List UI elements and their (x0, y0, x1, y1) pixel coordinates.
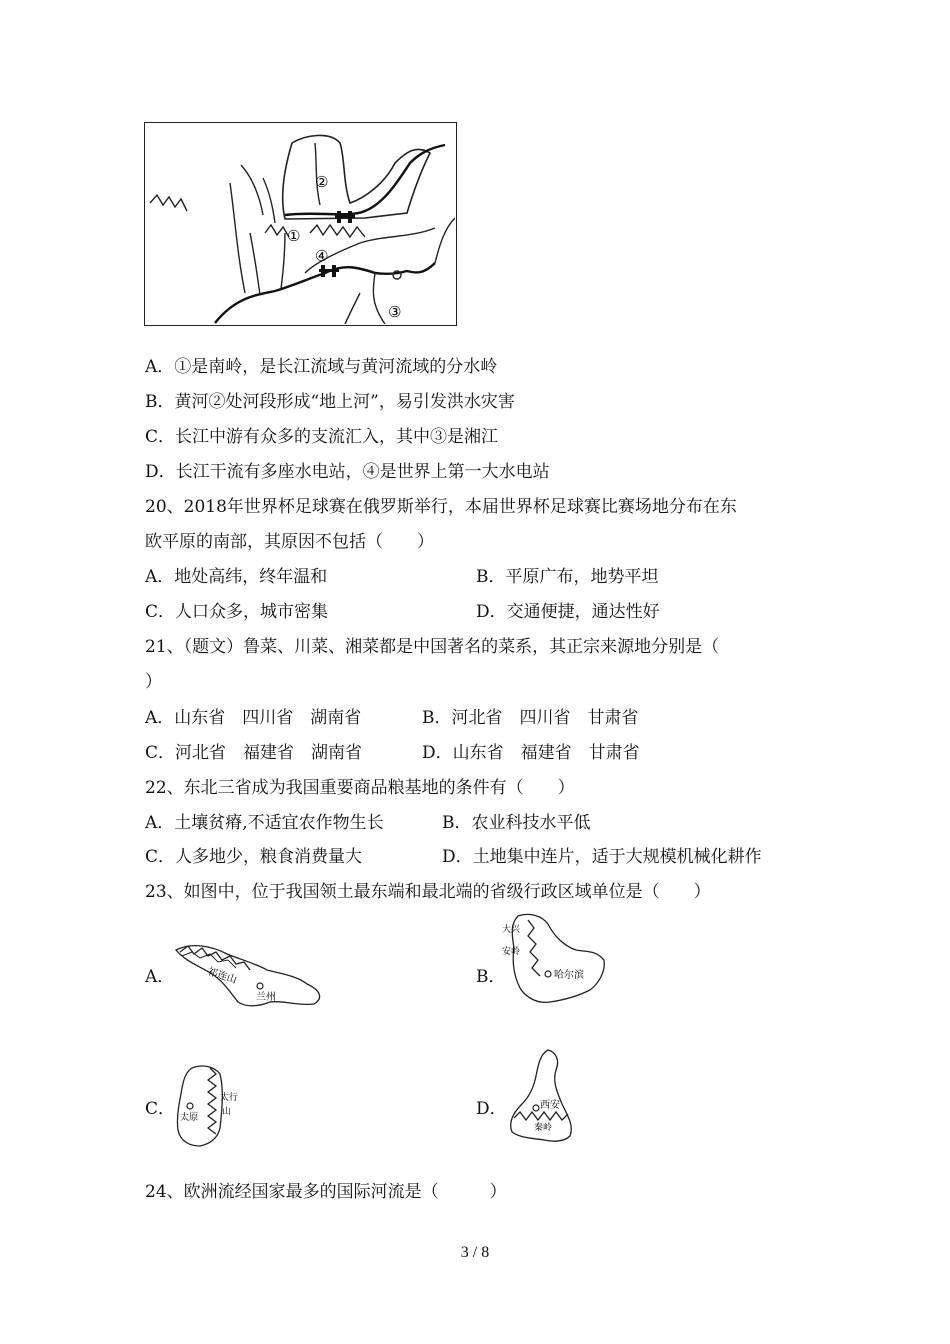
q21-stem-line2: ） (145, 672, 162, 692)
q22-stem: 22、东北三省成为我国重要商品粮基地的条件有（ ） (145, 778, 575, 798)
q20-option-d: D．交通便捷，通达性好 (476, 602, 660, 622)
q19-option-d: D．长江干流有多座水电站，④是世界上第一大水电站 (145, 462, 550, 482)
q19-option-b: B．黄河②处河段形成“地上河”，易引发洪水灾害 (145, 392, 515, 412)
q22-option-c: C．人多地少，粮食消费量大 (145, 847, 363, 867)
q24-stem: 24、欧洲流经国家最多的国际河流是（ ） (145, 1182, 507, 1202)
river-map-svg (145, 123, 455, 324)
q21-option-c: C．河北省 福建省 湖南省 (145, 743, 363, 763)
gansu-range-label: 祁连山 (206, 966, 239, 987)
map-label-1: ① (287, 227, 301, 245)
gansu-map-figure (172, 940, 332, 1010)
q20-stem-line2: 欧平原的南部，其原因不包括（ ） (145, 532, 434, 552)
shanxi-range-label-bottom: 山 (222, 1107, 232, 1117)
q23-label-d: D． (476, 1099, 507, 1119)
q20-stem-line1: 20、2018年世界杯足球赛在俄罗斯举行，本届世界杯足球赛比赛场地分布在东 (145, 497, 737, 517)
shaanxi-city-label: 西安 (540, 1100, 560, 1111)
q21-option-a: A．山东省 四川省 湖南省 (145, 708, 362, 728)
q21-option-d: D．山东省 福建省 甘肃省 (422, 743, 640, 763)
shanxi-map-figure (170, 1060, 240, 1150)
q22-option-a: A．土壤贫瘠,不适宜农作物生长 (145, 813, 384, 833)
shanxi-city-label: 太原 (180, 1113, 199, 1123)
shaanxi-map-figure (504, 1046, 584, 1146)
page-number: 3 / 8 (460, 1244, 490, 1261)
q21-option-b: B．河北省 四川省 甘肃省 (422, 708, 639, 728)
q21-stem-line1: 21、（题文）鲁菜、川菜、湘菜都是中国著名的菜系，其正宗来源地分别是（ (145, 637, 720, 657)
q22-option-d: D．土地集中连片，适于大规模机械化耕作 (442, 847, 762, 867)
q19-option-a: A．①是南岭，是长江流域与黄河流域的分水岭 (145, 357, 498, 377)
q23-label-c: C． (145, 1099, 176, 1119)
q23-label-a: A． (145, 967, 175, 987)
shanxi-range-label-top: 太行 (220, 1093, 239, 1103)
q23-stem: 23、如图中，位于我国领土最东端和最北端的省级行政区域单位是（ ） (145, 882, 711, 902)
heilongjiang-range-label-top: 大兴 (502, 925, 521, 935)
heilongjiang-range-label-bottom: 安岭 (502, 947, 521, 957)
q20-option-b: B．平原广布，地势平坦 (476, 567, 659, 587)
map-label-3: ③ (388, 303, 402, 321)
gansu-city-label: 兰州 (256, 992, 276, 1003)
shaanxi-range-label: 秦岭 (534, 1123, 553, 1133)
heilongjiang-map-figure (498, 910, 610, 1010)
river-map-figure (144, 122, 457, 326)
heilongjiang-city-label: 哈尔滨 (554, 970, 584, 981)
q20-option-c: C．人口众多，城市密集 (145, 602, 329, 622)
q23-label-b: B． (476, 967, 506, 987)
map-label-2: ② (315, 173, 329, 191)
map-label-4: ④ (315, 247, 329, 265)
q22-option-b: B．农业科技水平低 (442, 813, 591, 833)
q19-option-c: C．长江中游有众多的支流汇入，其中③是湘江 (145, 427, 499, 447)
q20-option-a: A．地处高纬，终年温和 (145, 567, 328, 587)
